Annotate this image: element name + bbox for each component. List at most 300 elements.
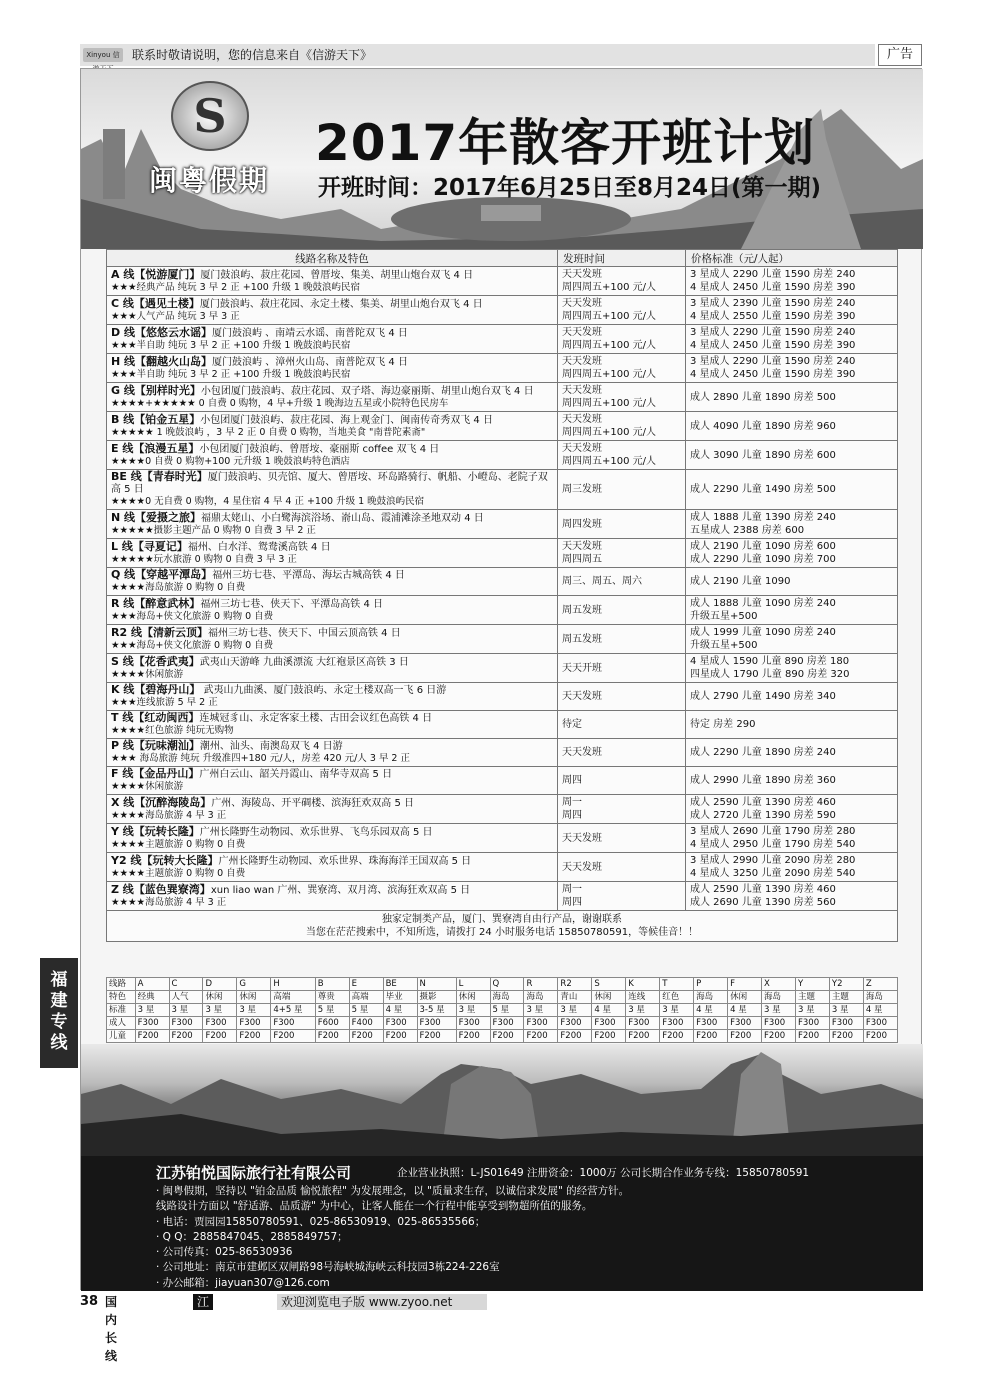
header-price: 价格标准（元/人起） [686, 250, 898, 267]
price-line: 升级五星+500 [690, 611, 758, 622]
summary-cell: 4 星 [694, 1004, 728, 1017]
price-line: 五星成人 2388 房差 600 [690, 525, 805, 536]
route-name: 【浪漫五星】 [133, 441, 200, 455]
summary-cell: F200 [203, 1030, 237, 1043]
schedule-line: 天天发班 [562, 443, 602, 454]
summary-cell: T [660, 978, 694, 991]
route-name: 【玩转长隆】 [133, 824, 200, 838]
table-row [107, 625, 898, 654]
schedule-line: 周四发班 [562, 518, 602, 530]
summary-cell: 休闲 [728, 991, 762, 1004]
route-cell [107, 441, 558, 470]
summary-cell: F300 [558, 1017, 592, 1030]
route-cell [107, 539, 558, 568]
summary-cell: 连线 [626, 991, 660, 1004]
table-row [107, 510, 898, 539]
summary-cell: 休闲 [203, 991, 237, 1004]
route-description: 福鼎太姥山、小白鹭海滨浴场、嵛山岛、霞浦滩涂圣地双动 4 日 [201, 512, 484, 524]
schedule-line: 周四周五+100 元/人 [562, 282, 657, 293]
price-line: 成人 2290 儿童 1890 房差 240 [690, 747, 836, 758]
price-cell [686, 354, 898, 383]
summary-cell: X [762, 978, 796, 991]
price-line: 4 星成人 2450 儿童 1590 房差 390 [690, 282, 856, 293]
price-line: 升级五星+500 [690, 640, 758, 651]
route-description: 广州长隆野生动物园、欢乐世界、珠海海洋王国双高 5 日 [218, 855, 472, 867]
price-line: 成人 4090 儿童 1890 房差 960 [690, 420, 836, 432]
route-title-line [111, 598, 553, 611]
price-line: 成人 1888 儿童 1390 房差 240 [690, 512, 836, 523]
table-row [107, 683, 898, 711]
route-title-line [111, 443, 553, 456]
schedule-line: 周一 [562, 884, 582, 895]
summary-table [106, 977, 898, 1043]
side-tab-char: 福 [50, 970, 68, 990]
schedule-line: 天天发班 [562, 356, 602, 367]
route-name: 【清新云顶】 [141, 625, 208, 639]
route-title-line [111, 656, 553, 669]
schedule-cell [558, 683, 686, 711]
route-cell [107, 795, 558, 824]
price-cell [686, 441, 898, 470]
route-code: S 线 [111, 654, 134, 668]
route-cell [107, 625, 558, 654]
brand-name: 闽粤假期 [149, 164, 270, 197]
footer-line-1: 独家定制类产品，厦门、巽寮湾自由行产品，谢谢联系 [382, 914, 622, 925]
route-name: 【悦游厦门】 [134, 267, 201, 281]
table-row [107, 596, 898, 625]
route-description: 厦门鼓浪屿、菽庄花园、曾厝垵、集美、胡里山炮台双飞 4 日 [200, 269, 474, 281]
summary-cell: 4+5 星 [271, 1004, 315, 1017]
schedule-cell [558, 383, 686, 412]
summary-cell: F300 [456, 1017, 490, 1030]
route-features: ★★★★海岛旅游 0 购物 0 自费 [111, 582, 246, 593]
route-name: 【翻越火山岛】 [135, 354, 213, 368]
route-cell [107, 882, 558, 911]
summary-cell: F300 [626, 1017, 660, 1030]
table-row [107, 853, 898, 882]
summary-cell: F300 [169, 1017, 203, 1030]
schedule-line: 待定 [562, 719, 582, 730]
schedule-line: 天天发班 [562, 541, 602, 552]
price-line: 成人 2190 儿童 1090 [690, 576, 791, 587]
summary-cell: 3 星 [795, 1004, 829, 1017]
route-description: 小包团厦门鼓浪屿、菽庄花园、双子塔、海边豪丽斯、胡里山炮台双飞 4 日 [200, 385, 534, 397]
summary-row-label: 特色 [107, 991, 136, 1004]
page-number: 38 [80, 1294, 99, 1309]
table-row [107, 795, 898, 824]
route-code: X 线 [111, 795, 135, 809]
schedule-cell [558, 795, 686, 824]
schedule-cell [558, 568, 686, 596]
summary-cell: F200 [660, 1030, 694, 1043]
route-name: 【青春时光】 [141, 470, 208, 483]
price-cell [686, 470, 898, 510]
schedule-cell [558, 824, 686, 853]
route-description: 广州长隆野生动物园、欢乐世界、飞鸟乐园双高 5 日 [199, 826, 433, 838]
summary-cell: F600 [315, 1017, 349, 1030]
price-line: 3 星成人 2390 儿童 1590 房差 240 [690, 298, 856, 309]
route-name: 【玩转大长隆】 [141, 853, 219, 867]
summary-cell: F200 [271, 1030, 315, 1043]
route-cell [107, 354, 558, 383]
summary-cell: F300 [417, 1017, 456, 1030]
summary-cell: 3 星 [829, 1004, 863, 1017]
summary-cell: 3-5 星 [417, 1004, 456, 1017]
route-cell [107, 767, 558, 795]
price-line: 成人 2190 儿童 1090 房差 600 [690, 541, 836, 552]
summary-cell: F400 [349, 1017, 383, 1030]
summary-row-label: 儿童 [107, 1030, 136, 1043]
price-cell [686, 795, 898, 824]
schedule-cell [558, 882, 686, 911]
summary-cell: F300 [592, 1017, 626, 1030]
route-description: 福州、白水洋、鸳鸯溪高铁 4 日 [187, 541, 331, 553]
banner-title: 2017年散客开班计划 [315, 114, 816, 172]
route-features: ★★★半自助 纯玩 3 早 2 正 +100 升级 1 晚鼓浪屿民宿 [111, 368, 351, 380]
summary-cell: F [728, 978, 762, 991]
price-line: 4 星成人 2450 儿童 1590 房差 390 [690, 340, 856, 351]
summary-cell: 海岛 [490, 991, 524, 1004]
summary-cell: F200 [315, 1030, 349, 1043]
summary-cell: 5 星 [490, 1004, 524, 1017]
price-cell [686, 767, 898, 795]
price-cell [686, 711, 898, 739]
schedule-cell [558, 470, 686, 510]
fujian-section-tab [40, 958, 78, 1068]
side-tab-char: 线 [50, 1033, 68, 1053]
summary-cell: P [694, 978, 728, 991]
summary-row [107, 1004, 898, 1017]
schedule-cell [558, 296, 686, 325]
route-cell [107, 412, 558, 441]
summary-cell: 3 星 [762, 1004, 796, 1017]
route-cell [107, 510, 558, 539]
route-features: ★★★★★摄影主题产品 0 购物 0 自费 3 早 2 正 [111, 524, 316, 536]
summary-cell: 3 星 [558, 1004, 592, 1017]
table-row [107, 654, 898, 683]
summary-cell: F200 [592, 1030, 626, 1043]
price-line: 成人 2720 儿童 1390 房差 590 [690, 810, 836, 821]
route-title-line [111, 740, 553, 753]
summary-cell: F200 [490, 1030, 524, 1043]
route-name: 【碧海丹山】 [134, 683, 201, 696]
route-title-line [111, 327, 553, 340]
route-features: ★★★★主题旅游 0 购物 0 自费 [111, 838, 246, 850]
summary-row [107, 978, 898, 991]
route-title-line [111, 541, 553, 554]
route-title-line [111, 298, 553, 311]
summary-cell: F200 [349, 1030, 383, 1043]
schedule-line: 周四 [562, 810, 582, 821]
route-cell [107, 568, 558, 596]
route-features: ★★★★海岛旅游 4 早 3 正 [111, 809, 227, 821]
banner [81, 69, 923, 249]
route-title-line [111, 512, 553, 525]
summary-cell: F300 [829, 1017, 863, 1030]
route-features: ★★★★★玩水旅游 0 购物 0 自费 3 早 3 正 [111, 553, 297, 565]
price-cell [686, 267, 898, 296]
ad-label: 广告 [878, 44, 922, 66]
summary-cell: F200 [558, 1030, 592, 1043]
route-title-line [111, 627, 553, 640]
price-line: 成人 2790 儿童 1490 房差 340 [690, 691, 836, 702]
summary-cell: S [592, 978, 626, 991]
table-row [107, 470, 898, 510]
route-features: ★★★★0 自费 0 购物+100 元升级 1 晚鼓浪屿特色酒店 [111, 455, 350, 467]
route-code: L 线 [111, 539, 133, 553]
summary-cell: 休闲 [456, 991, 490, 1004]
summary-cell: A [135, 978, 169, 991]
summary-cell: G [237, 978, 271, 991]
table-row [107, 267, 898, 296]
route-code: T 线 [111, 711, 134, 724]
side-tab-char: 专 [50, 1012, 68, 1032]
route-table [106, 249, 898, 942]
route-description: 连城冠豸山、永定客家土楼、古田会议红色高铁 4 日 [199, 713, 433, 724]
company-detail-line: 线路设计方面以 "舒适游、品质游" 为中心，让客人能在一个行程中能享受到物超所值的服务。 [156, 1200, 593, 1213]
summary-cell: 红色 [660, 991, 694, 1004]
schedule-cell [558, 441, 686, 470]
route-cell [107, 739, 558, 767]
route-code: A 线 [111, 267, 135, 281]
route-name: 【爱摄之旅】 [135, 510, 202, 524]
summary-cell: 海岛 [694, 991, 728, 1004]
summary-cell: F300 [762, 1017, 796, 1030]
schedule-cell [558, 767, 686, 795]
price-line: 3 星成人 2290 儿童 1590 房差 240 [690, 356, 856, 367]
route-name: 【醉意武林】 [134, 596, 201, 610]
schedule-line: 天天发班 [562, 269, 602, 280]
route-name: 【玩味潮汕】 [133, 739, 200, 752]
price-cell [686, 853, 898, 882]
route-features: ★★★★主题旅游 0 购物 0 自费 [111, 867, 246, 879]
summary-cell: 主题 [829, 991, 863, 1004]
summary-cell: 海岛 [524, 991, 558, 1004]
schedule-line: 天天发班 [562, 691, 602, 702]
route-name: 【悠悠云水谣】 [134, 325, 212, 339]
schedule-cell [558, 325, 686, 354]
route-cell [107, 325, 558, 354]
price-cell [686, 824, 898, 853]
summary-cell: F300 [490, 1017, 524, 1030]
route-code: BE 线 [111, 470, 142, 483]
route-features: ★★★半自助 纯玩 3 早 2 正 +100 升级 1 晚鼓浪屿民宿 [111, 339, 351, 351]
price-line: 成人 2990 儿童 1890 房差 360 [690, 775, 836, 786]
table-row [107, 711, 898, 739]
route-title-line [111, 684, 553, 697]
xinyou-logo: Xinyou 信 [83, 48, 123, 62]
price-cell [686, 412, 898, 441]
route-description: 福州三坊七巷、平潭岛、海坛古城高铁 4 日 [212, 570, 405, 581]
table-row [107, 383, 898, 412]
summary-cell: 高端 [271, 991, 315, 1004]
summary-row-label: 线路 [107, 978, 136, 991]
route-description: 武夷山天游峰 九曲溪漂流 大红袍景区高铁 3 日 [199, 656, 409, 668]
price-line: 4 星成人 1590 儿童 890 房差 180 [690, 656, 850, 667]
company-detail-line: · 闽粤假期，坚持以 "铂金品质 愉悦旅程" 为发展理念，以 "质量求生存，以诚信求发展" 的经营方针。 [156, 1185, 630, 1197]
schedule-line: 周四周五+100 元/人 [562, 398, 657, 409]
route-cell [107, 824, 558, 853]
summary-cell: F200 [169, 1030, 203, 1043]
route-code: E 线 [111, 441, 134, 455]
price-line: 成人 1999 儿童 1090 房差 240 [690, 627, 836, 638]
route-title-line [111, 385, 553, 398]
table-row [107, 296, 898, 325]
schedule-cell [558, 654, 686, 683]
company-details [156, 1184, 629, 1291]
summary-cell: 休闲 [237, 991, 271, 1004]
route-code: Z 线 [111, 882, 134, 896]
summary-cell: F200 [728, 1030, 762, 1043]
route-name: 【红动闽西】 [133, 711, 200, 724]
schedule-cell [558, 539, 686, 568]
summary-cell: 4 星 [592, 1004, 626, 1017]
price-line: 3 星成人 2290 儿童 1590 房差 240 [690, 327, 856, 338]
schedule-cell [558, 354, 686, 383]
route-description: 武夷山九曲溪、厦门鼓浪屿、永定土楼双高一飞 6 日游 [200, 685, 447, 696]
summary-cell: F200 [135, 1030, 169, 1043]
table-row [107, 739, 898, 767]
summary-cell: R [524, 978, 558, 991]
route-features: ★★★经典产品 纯玩 3 早 2 正 +100 升级 1 晚鼓浪屿民宿 [111, 281, 360, 293]
route-features: ★★★★海岛旅游 4 早 3 正 [111, 896, 227, 908]
summary-cell: 3 星 [626, 1004, 660, 1017]
route-cell [107, 711, 558, 739]
summary-cell: 5 星 [349, 1004, 383, 1017]
route-features: ★★★★休闲旅游 [111, 781, 184, 792]
price-cell [686, 683, 898, 711]
route-title-line [111, 855, 553, 868]
summary-cell: F200 [694, 1030, 728, 1043]
route-cell [107, 383, 558, 412]
route-description: 小包团厦门鼓浪屿、菽庄花园、海上观金门、闽南传奇秀双飞 4 日 [200, 414, 493, 426]
route-title-line [111, 797, 553, 810]
schedule-line: 周四 [562, 775, 582, 786]
route-description: 小包团厦门鼓浪屿、曾厝垵、豪丽斯 coffee 双飞 4 日 [199, 443, 440, 455]
summary-cell: Y [795, 978, 829, 991]
summary-cell: Q [490, 978, 524, 991]
summary-cell: F300 [135, 1017, 169, 1030]
route-description: 广州、海陵岛、开平碉楼、滨海狂欢双高 5 日 [211, 797, 415, 809]
landscape-photo [81, 1044, 923, 1156]
price-line: 四星成人 1790 儿童 890 房差 320 [690, 669, 850, 680]
summary-cell: 3 星 [203, 1004, 237, 1017]
summary-cell: F300 [728, 1017, 762, 1030]
summary-cell: 3 星 [524, 1004, 558, 1017]
summary-cell: K [626, 978, 660, 991]
summary-row-label: 成人 [107, 1017, 136, 1030]
summary-cell: F200 [383, 1030, 417, 1043]
route-cell [107, 596, 558, 625]
summary-cell: F200 [795, 1030, 829, 1043]
side-tab-char: 建 [50, 991, 68, 1011]
route-features: ★★★海岛+侠文化旅游 0 购物 0 自费 [111, 639, 274, 651]
summary-cell: 尊贵 [315, 991, 349, 1004]
summary-cell: D [203, 978, 237, 991]
summary-cell: E [349, 978, 383, 991]
route-description: 福州三坊七巷、侠天下、平潭岛高铁 4 日 [200, 598, 384, 610]
table-footer [107, 911, 898, 942]
schedule-line: 周四周五+100 元/人 [562, 311, 657, 322]
summary-row [107, 991, 898, 1004]
table-footer-cell [107, 911, 898, 942]
schedule-cell [558, 412, 686, 441]
summary-row [107, 1017, 898, 1030]
summary-cell: Z [863, 978, 897, 991]
table-row [107, 354, 898, 383]
schedule-line: 天天发班 [562, 747, 602, 758]
route-title-line [111, 356, 553, 369]
summary-cell: N [417, 978, 456, 991]
schedule-line: 周四周五+100 元/人 [562, 456, 657, 467]
price-line: 4 星成人 3250 儿童 2090 房差 540 [690, 868, 856, 879]
schedule-line: 周四周五+100 元/人 [562, 369, 657, 380]
header-route: 线路名称及特色 [107, 250, 558, 267]
route-code: D 线 [111, 325, 135, 339]
schedule-line: 周四 [562, 897, 582, 908]
schedule-line: 天天发班 [562, 861, 602, 873]
price-cell [686, 596, 898, 625]
price-cell [686, 539, 898, 568]
table-row [107, 539, 898, 568]
schedule-line: 周四周五 [562, 554, 602, 565]
company-email: · 办公邮箱：jiayuan307@126.com [156, 1276, 330, 1289]
schedule-line: 周三发班 [562, 484, 602, 495]
price-line: 4 星成人 2550 儿童 1590 房差 390 [690, 311, 856, 322]
summary-cell: 休闲 [592, 991, 626, 1004]
schedule-line: 天天发班 [562, 327, 602, 338]
route-cell [107, 267, 558, 296]
price-line: 成人 2290 儿童 1090 房差 700 [690, 554, 836, 565]
summary-cell: 海岛 [863, 991, 897, 1004]
price-line: 4 星成人 2950 儿童 1790 房差 540 [690, 839, 856, 850]
route-description: 厦门鼓浪屿、贝壳馆、厦大、曾厝垵、环岛路骑行、帆船、小嶝岛、老院子双高 5 日 [111, 472, 548, 495]
route-description: 厦门鼓浪屿 、漳州火山岛、南普陀双飞 4 日 [212, 356, 408, 368]
price-cell [686, 882, 898, 911]
price-cell [686, 625, 898, 654]
schedule-cell [558, 267, 686, 296]
price-cell [686, 654, 898, 683]
summary-cell: 人气 [169, 991, 203, 1004]
summary-cell: F200 [237, 1030, 271, 1043]
schedule-line: 周三、周五、周六 [562, 576, 642, 587]
price-line: 成人 1888 儿童 1090 房差 240 [690, 598, 836, 609]
summary-cell: F300 [383, 1017, 417, 1030]
route-table-header [107, 250, 898, 267]
route-description: 福州三坊七巷、侠天下、中国云顶高铁 4 日 [207, 627, 401, 639]
route-name: 【金品丹山】 [133, 767, 200, 780]
summary-cell: 青山 [558, 991, 592, 1004]
route-code: Q 线 [111, 568, 136, 581]
route-name: 【别样时光】 [134, 383, 201, 397]
brand-logo-glyph: S [193, 89, 227, 143]
schedule-line: 天天发班 [562, 298, 602, 309]
route-code: R2 线 [111, 625, 142, 639]
summary-cell: R2 [558, 978, 592, 991]
route-title-line [111, 884, 553, 897]
summary-cell: 3 星 [456, 1004, 490, 1017]
website-link[interactable]: 欢迎浏览电子版 www.zyoo.net [277, 1294, 487, 1310]
schedule-line: 天天开班 [562, 662, 602, 674]
route-features: ★★★★0 无自费 0 购物，4 星住宿 4 早 4 正 +100 升级 1 晚鼓浪屿民宿 [111, 496, 425, 507]
price-line: 3 星成人 2990 儿童 2090 房差 280 [690, 855, 856, 866]
summary-cell: F200 [524, 1030, 558, 1043]
route-features: ★★★海岛+侠文化旅游 0 购物 0 自费 [111, 610, 274, 622]
route-description: 潮州、汕头、南澳岛双飞 4 日游 [199, 741, 343, 752]
schedule-cell [558, 739, 686, 767]
schedule-line: 天天发班 [562, 385, 602, 396]
price-cell [686, 296, 898, 325]
